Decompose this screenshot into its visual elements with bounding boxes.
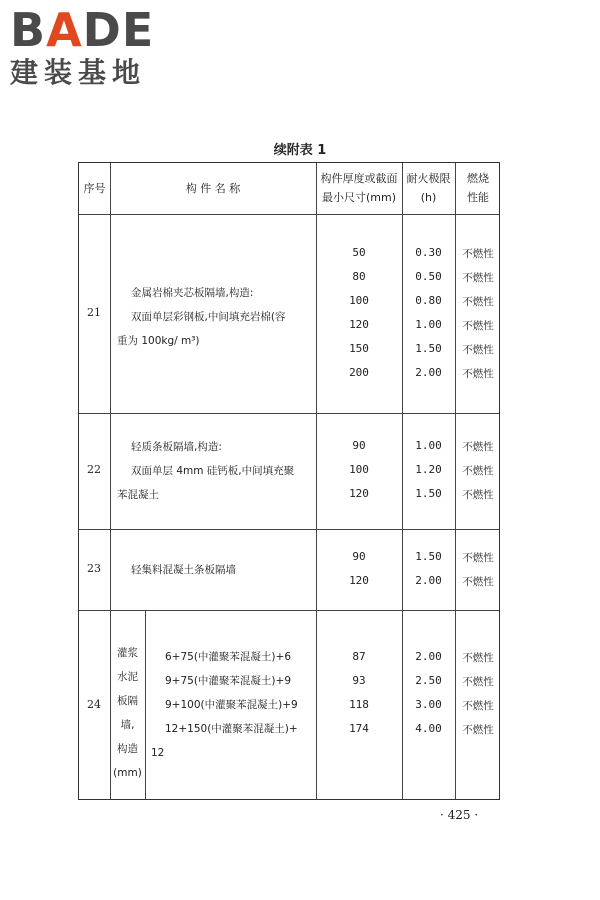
combustion-value: 不燃性	[462, 700, 494, 712]
row-combinations: 6+75(中灌聚苯混凝土)+6 9+75(中灌聚苯混凝土)+9 9+100(中灌聚苯混凝土)+9 12+150(中灌聚苯混凝土)+ 12	[151, 651, 298, 759]
page-number: · 425 ·	[440, 808, 479, 822]
fire-limit-value: 2.00	[415, 366, 442, 379]
thickness-value: 120	[349, 318, 369, 331]
table-title: 续附表 1	[273, 143, 327, 158]
combustion-value: 不燃性	[462, 296, 494, 308]
thickness-value: 120	[349, 487, 369, 500]
combustion-value: 不燃性	[462, 248, 494, 260]
thickness-value: 90	[352, 550, 366, 563]
header-fire-limit: 耐火极限 (h)	[406, 172, 451, 204]
combustion-value: 不燃性	[462, 724, 494, 736]
header-thickness: 构件厚度或截面 最小尺寸(mm)	[320, 172, 398, 204]
row-description: 金属岩棉夹芯板隔墙,构造: 双面单层彩钢板,中间填充岩棉(容 重为 100kg/ m³)	[117, 287, 286, 347]
row-number: 24	[87, 698, 101, 711]
thickness-value: 174	[349, 722, 369, 735]
combustion-value: 不燃性	[462, 489, 494, 501]
row-category: 灌浆 水泥 板隔 墙, 构造 (mm)	[113, 647, 142, 779]
thickness-value: 200	[349, 366, 369, 379]
fire-limit-value: 2.00	[415, 574, 442, 587]
fire-limit-value: 2.50	[415, 674, 442, 687]
combustion-value: 不燃性	[462, 676, 494, 688]
thickness-value: 80	[352, 270, 366, 283]
combustion-value: 不燃性	[462, 441, 494, 453]
combustion-value: 不燃性	[462, 552, 494, 564]
thickness-value: 120	[349, 574, 369, 587]
row-divider	[79, 610, 499, 611]
combustion-value: 不燃性	[462, 576, 494, 588]
row-description: 轻质条板隔墙,构造: 双面单层 4mm 硅钙板,中间填充聚 苯混凝土	[117, 441, 295, 501]
combustion-value: 不燃性	[462, 368, 494, 380]
fire-limit-value: 1.50	[415, 550, 442, 563]
combustion-value: 不燃性	[462, 320, 494, 332]
fire-limit-value: 1.50	[415, 487, 442, 500]
thickness-value: 150	[349, 342, 369, 355]
row-number: 22	[87, 463, 101, 476]
thickness-value: 118	[349, 698, 369, 711]
fire-limit-value: 0.50	[415, 270, 442, 283]
header-name: 构 件 名 称	[185, 182, 241, 195]
fire-limit-value: 2.00	[415, 650, 442, 663]
thickness-value: 100	[349, 463, 369, 476]
combustion-value: 不燃性	[462, 272, 494, 284]
row-divider	[79, 413, 499, 414]
fire-limit-value: 1.00	[415, 439, 442, 452]
row-divider	[79, 214, 499, 215]
fire-limit-value: 0.30	[415, 246, 442, 259]
fire-limit-value: 3.00	[415, 698, 442, 711]
fire-limit-value: 1.20	[415, 463, 442, 476]
combustion-value: 不燃性	[462, 652, 494, 664]
header-no: 序号	[83, 182, 106, 195]
row-description: 轻集料混凝土条板隔墙	[131, 564, 236, 576]
header-combustion: 燃烧 性能	[467, 172, 489, 204]
thickness-value: 50	[352, 246, 366, 259]
brand-logo	[10, 3, 180, 90]
fire-limit-value: 1.00	[415, 318, 442, 331]
row-number: 21	[87, 306, 101, 319]
logo-subtitle: 建装基地	[10, 56, 147, 89]
fire-resistance-table	[78, 162, 500, 800]
thickness-value: 100	[349, 294, 369, 307]
fire-limit-value: 1.50	[415, 342, 442, 355]
row-divider	[79, 529, 499, 530]
thickness-value: 90	[352, 439, 366, 452]
logo-wordmark: BADE	[10, 3, 155, 57]
fire-limit-value: 4.00	[415, 722, 442, 735]
thickness-value: 87	[352, 650, 366, 663]
combustion-value: 不燃性	[462, 465, 494, 477]
thickness-value: 93	[352, 674, 366, 687]
combustion-value: 不燃性	[462, 344, 494, 356]
row-number: 23	[87, 562, 101, 575]
fire-limit-value: 0.80	[415, 294, 442, 307]
col-divider	[145, 610, 146, 799]
